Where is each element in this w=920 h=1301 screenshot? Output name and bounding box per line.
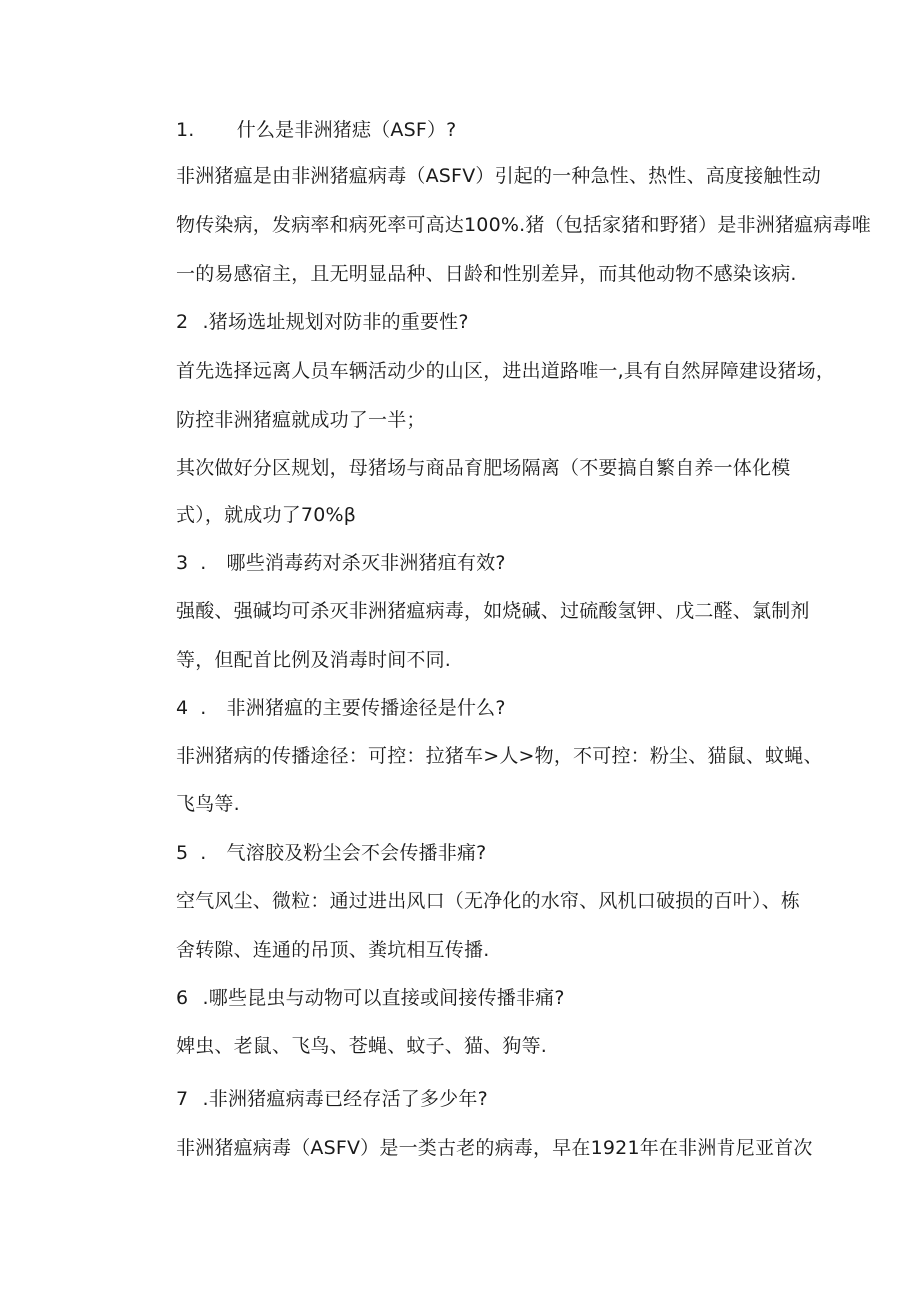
answer-line: 飞鸟等. bbox=[176, 793, 240, 815]
question-text: .猪场选址规划对防非的重要性? bbox=[202, 311, 469, 333]
answer-line: 其次做好分区规划，母猪场与商品育肥场隔离（不要搞自繁自养一体化模 bbox=[176, 457, 791, 479]
answer-line: 非洲猪病的传播途径：可控：拉猪车>人>物，不可控：粉尘、猫鼠、蚊蝇、 bbox=[176, 745, 823, 767]
question-number: 2 bbox=[176, 311, 189, 333]
answer-line: 婢虫、老鼠、飞鸟、苍蝇、蚊子、猫、狗等. bbox=[176, 1035, 548, 1057]
question-text: .非洲猪瘟病毒已经存活了多少年? bbox=[202, 1088, 488, 1110]
question-number: 4 bbox=[176, 697, 189, 719]
question-heading-7 bbox=[176, 1086, 796, 1112]
question-number: 1. bbox=[176, 119, 195, 141]
question-heading-6 bbox=[176, 985, 796, 1011]
question-text: 非洲猪瘟的主要传播途径是什么? bbox=[226, 697, 506, 719]
question-heading-3 bbox=[176, 550, 796, 576]
question-number: 7 bbox=[176, 1088, 189, 1110]
answer-line: 一的易感宿主，且无明显品种、日龄和性别差异，而其他动物不感染该病. bbox=[176, 263, 797, 285]
answer-line: 舍转隙、连通的吊顶、粪坑相互传播. bbox=[176, 939, 490, 961]
answer-line: 空气风尘、微粒：通过进出风口（无净化的水帘、风机口破损的百叶）、栋 bbox=[176, 890, 801, 912]
question-heading-2 bbox=[176, 309, 796, 335]
answer-line: 非洲猪瘟是由非洲猪瘟病毒（ASFV）引起的一种急性、热性、高度接触性动 bbox=[176, 165, 821, 187]
question-number: 6 bbox=[176, 987, 189, 1009]
answer-line: 等，但配首比例及消毒时间不同. bbox=[176, 649, 452, 671]
answer-line: 强酸、强碱均可杀灭非洲猪瘟病毒，如烧碱、过硫酸氢钾、戊二醛、氯制剂 bbox=[176, 600, 810, 622]
question-text: .哪些昆虫与动物可以直接或间接传播非痛? bbox=[202, 987, 565, 1009]
answer-line: 防控非洲猪瘟就成功了一半； bbox=[176, 409, 426, 431]
question-heading-1 bbox=[176, 117, 796, 143]
question-dot: . bbox=[200, 552, 207, 574]
question-dot: . bbox=[200, 842, 207, 864]
question-text: 什么是非洲猪痣（ASF）? bbox=[236, 119, 457, 141]
answer-line: 式），就成功了70%β bbox=[176, 504, 357, 526]
answer-line: 首先选择远离人员车辆活动少的山区，进出道路唯一,具有自然屏障建设猪场， bbox=[176, 360, 836, 382]
question-text: 哪些消毒药对杀灭非洲猪疽有效? bbox=[226, 552, 506, 574]
question-text: 气溶胶及粉尘会不会传播非痛? bbox=[226, 842, 487, 864]
question-heading-4 bbox=[176, 695, 796, 721]
question-dot: . bbox=[200, 697, 207, 719]
question-number: 3 bbox=[176, 552, 189, 574]
answer-line: 物传染病，发病率和病死率可高达100%.猪（包括家猪和野猪）是非洲猪瘟病毒唯 bbox=[176, 214, 871, 236]
question-number: 5 bbox=[176, 842, 189, 864]
answer-line: 非洲猪瘟病毒（ASFV）是一类古老的病毒，早在1921年在非洲肯尼亚首次 bbox=[176, 1137, 813, 1159]
question-heading-5 bbox=[176, 840, 796, 866]
